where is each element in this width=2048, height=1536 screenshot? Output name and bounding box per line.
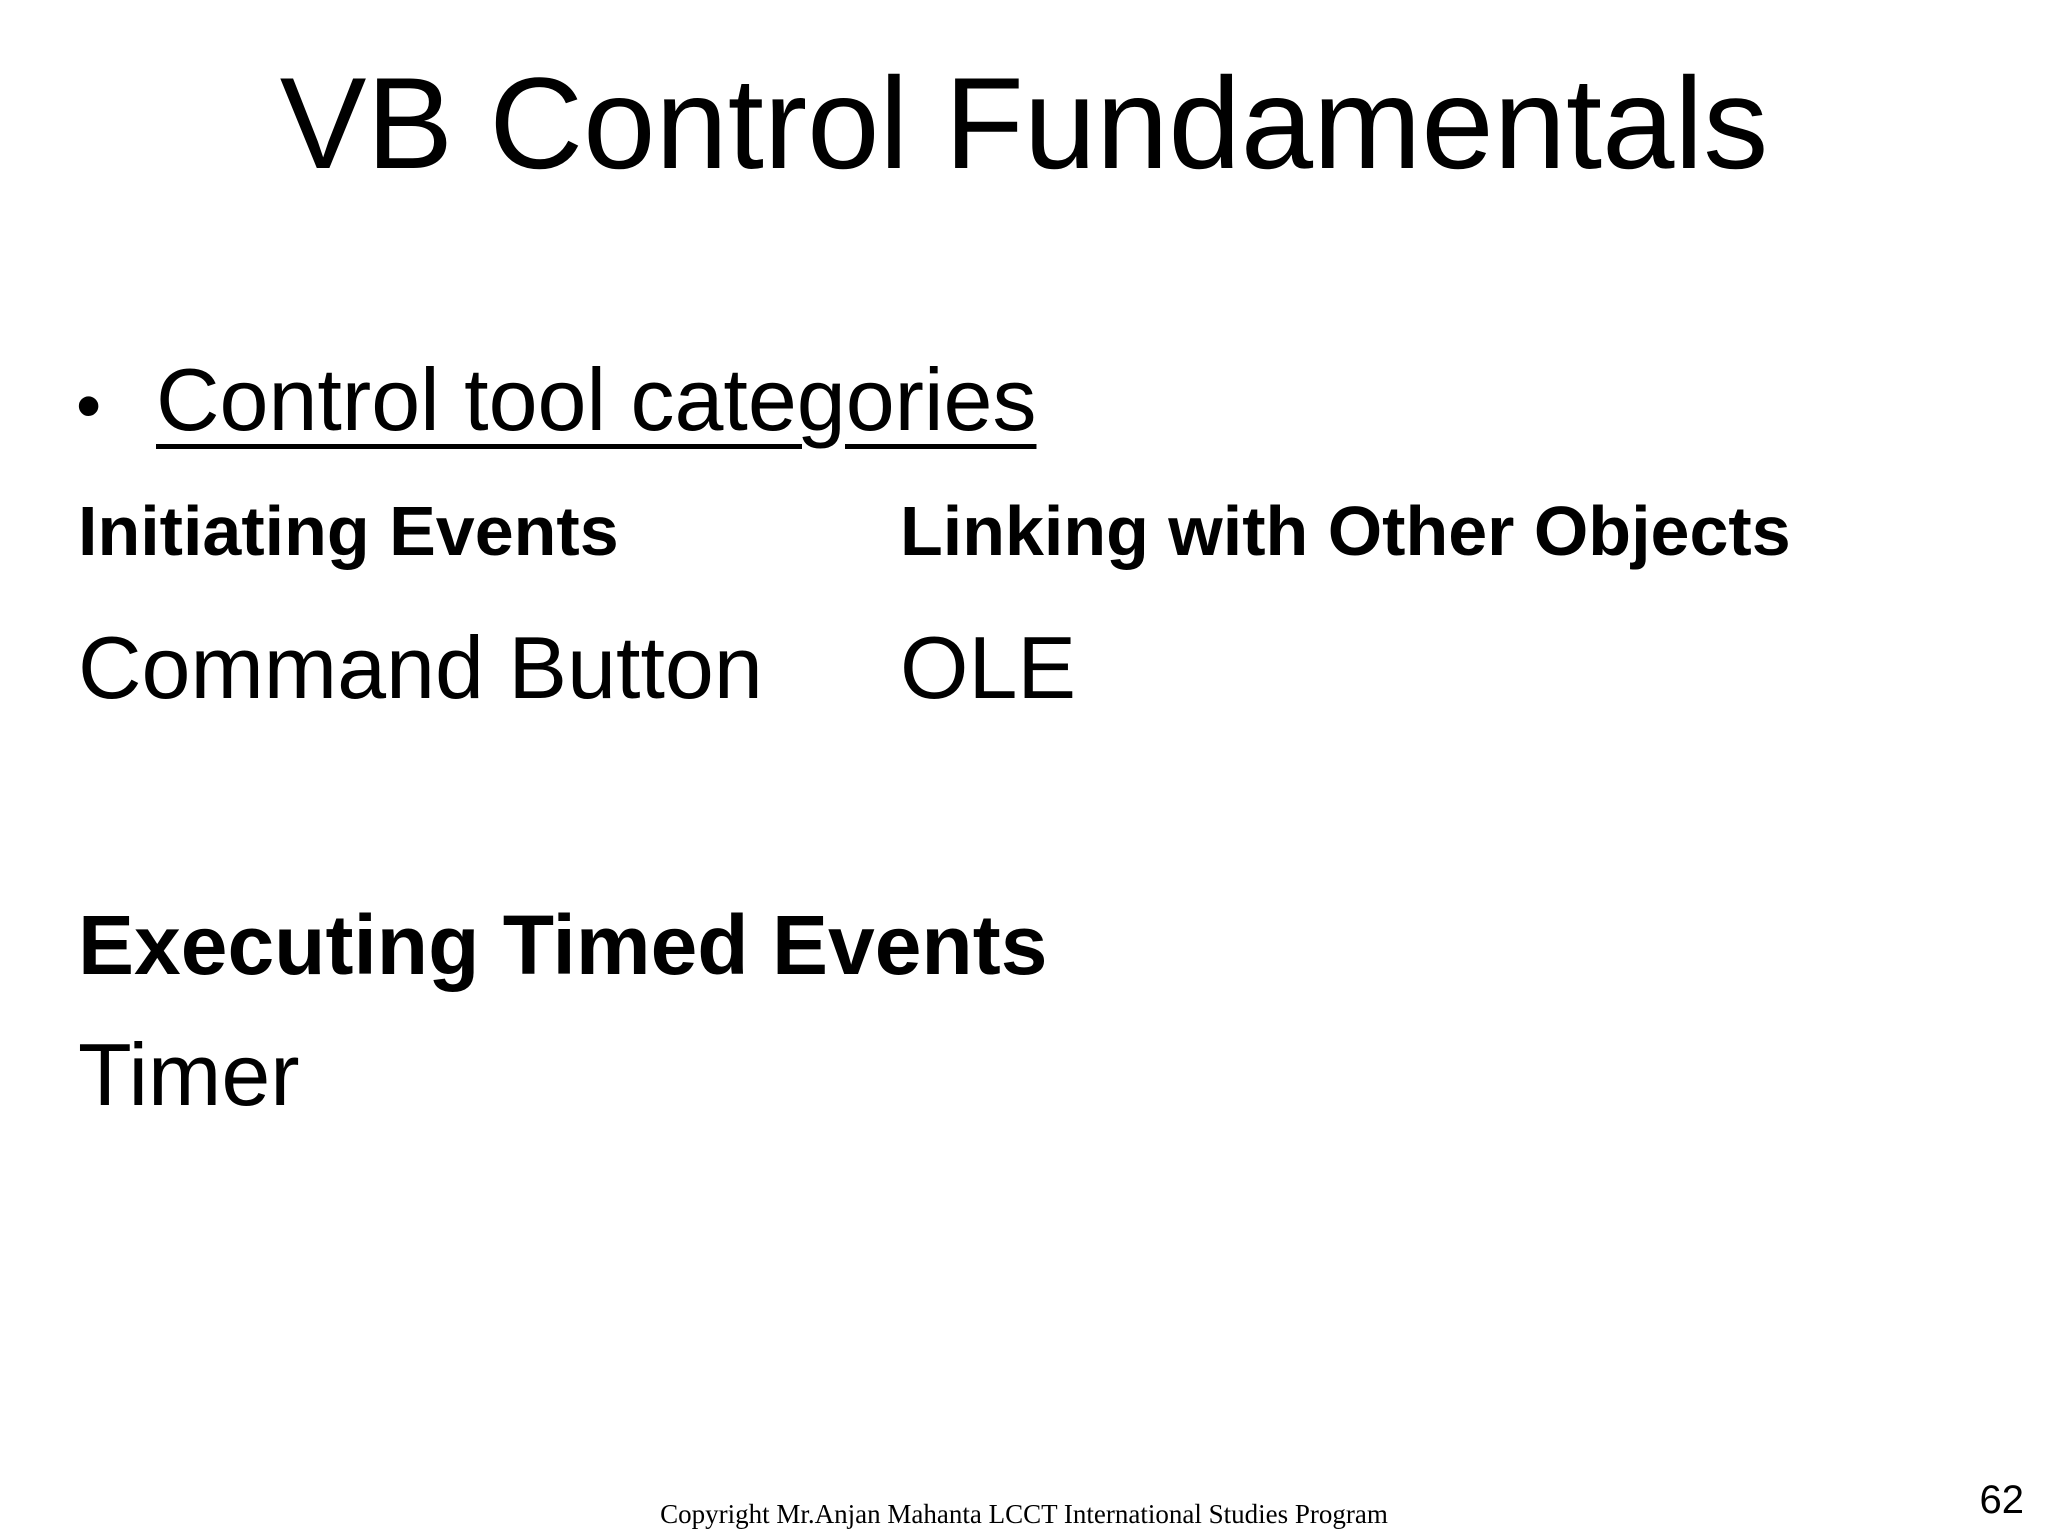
page-number: 62: [1979, 1478, 2024, 1522]
bullet-item: [76, 345, 1036, 455]
command-button-label: Command Button: [78, 618, 763, 717]
timed-events-heading: Executing Timed Events: [78, 898, 1048, 992]
initiating-events-heading: Initiating Events: [78, 492, 619, 570]
linking-objects-heading: Linking with Other Objects: [900, 492, 1791, 570]
slide-title: VB Control Fundamentals: [279, 50, 1769, 196]
ole-label: OLE: [900, 618, 1077, 717]
copyright-footer: Copyright Mr.Anjan Mahanta LCCT International Studies Program: [660, 1499, 1388, 1529]
bullet-text: Control tool categories: [156, 350, 1037, 449]
bullet-marker: •: [76, 366, 102, 446]
timer-label: Timer: [78, 1025, 300, 1124]
